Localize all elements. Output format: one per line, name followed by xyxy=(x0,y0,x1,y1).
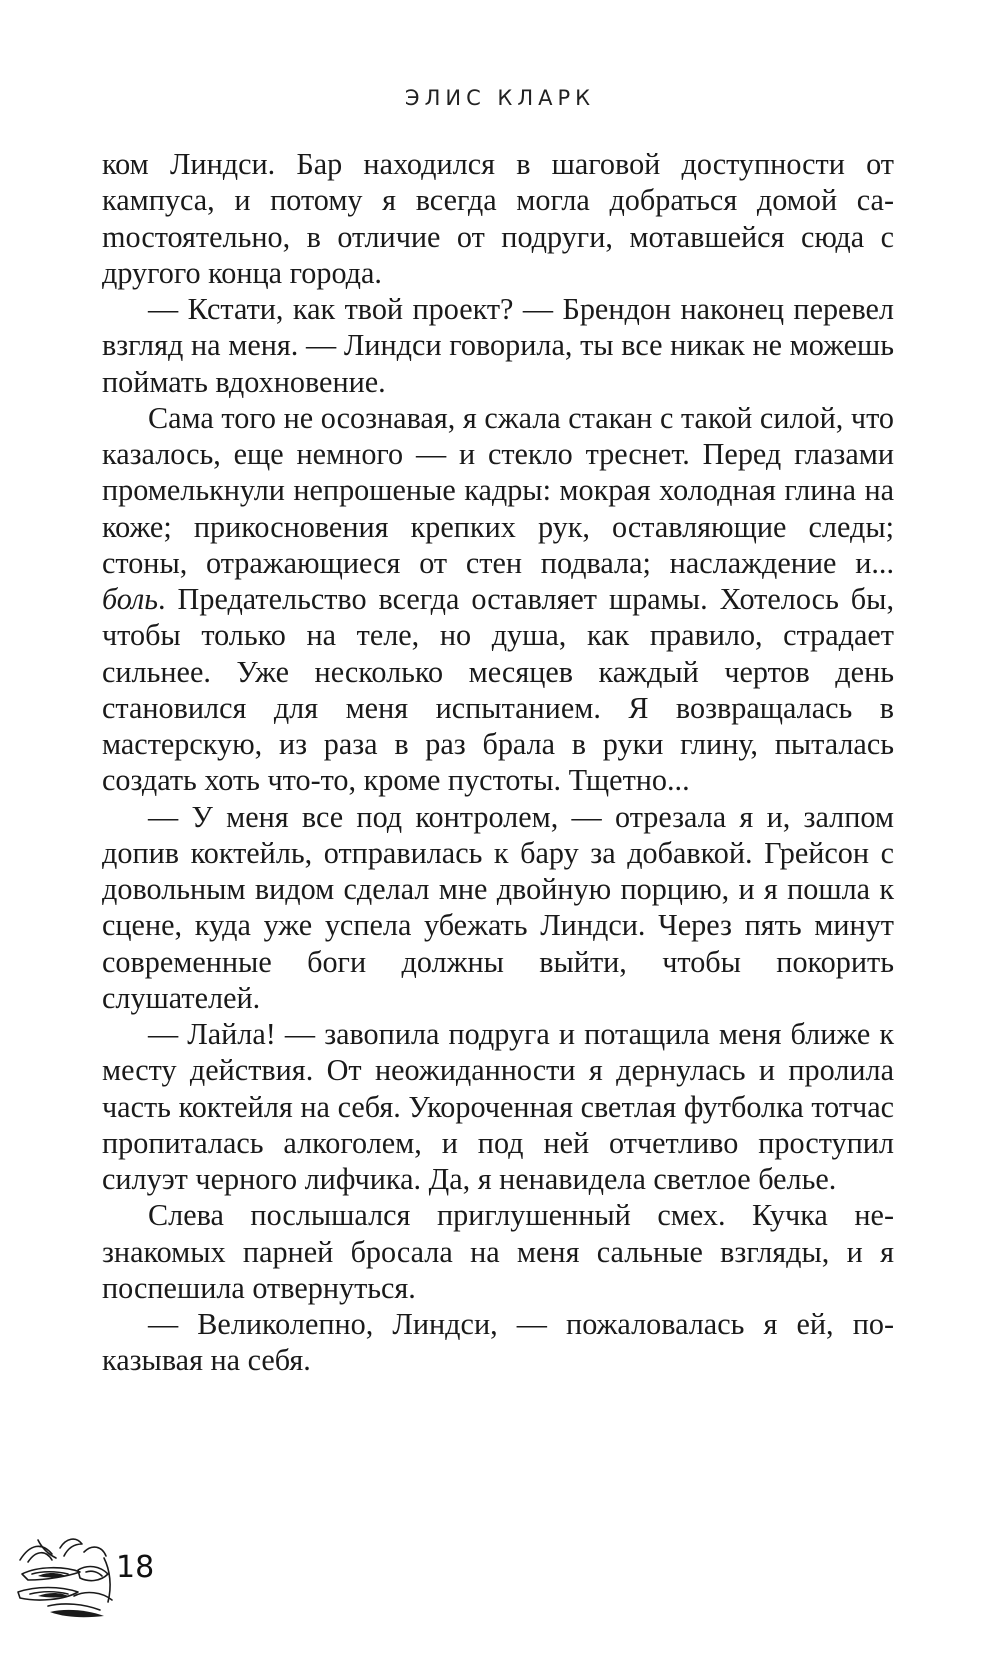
page-body xyxy=(102,146,894,1379)
emphasis-text: боль xyxy=(102,582,159,616)
paragraph-4: — У меня все под контролем, — отрезала я и, залпом допив коктейль, отправилась к бару за добавкой. Грейсон с довольным видом сделал мне двойную порцию, и я пошла к сцене, куда уже успела убежать Линдси. Через пять минут современные боги должны выйти, чтобы покорить слушателей. xyxy=(102,799,894,1015)
running-header: ЭЛИС КЛАРК xyxy=(404,86,596,110)
page-number: 18 xyxy=(116,1550,155,1585)
paragraph-7: — Великолепно, Линдси, — пожаловалась я ей, показывая на себя. xyxy=(102,1307,894,1378)
paragraph-2: — Кстати, как твой проект? — Брендон наконец перевел взгляд на меня. — Линдси говорила, ты все никак не можешь поймать вдохновение. xyxy=(102,292,894,399)
paragraph-3-text-a: Сама того не осознавая, я сжала стакан с такой силой, что казалось, еще немного — и стекло треснет. Перед глазами промелькнули непрошеные кадры: мокрая холодная глина на коже; прикосновения крепких рук, оставляющие следы; стоны, отражающиеся от стен подвала; наслаждение и... xyxy=(102,400,894,580)
paragraph-5: — Лайла! — завопила подруга и потащила меня ближе к месту действия. От неожиданности я дернулась и пролила часть коктейля на себя. Укороченная светлая футболка тотчас пропиталась алкоголем, и под ней отчетливо проступил силуэт черного лифчика. Да, я ненавидела светлое белье. xyxy=(102,1017,894,1196)
paragraph-3 xyxy=(102,400,894,799)
paragraph-6: Слева послышался приглушенный смех. Кучка незнакомых парней бросала на меня сальные взгляды, и я поспешила отвернуться. xyxy=(102,1198,894,1305)
paragraph-1: ком Линдси. Бар находился в шаговой доступности от кампуса, и потому я всегда могла добраться домой саmостоятельно, в отличие от подруги, мотавшейся сюда с другого конца города. xyxy=(102,147,894,290)
paragraph-3-text-b: . Предательство всегда оставляет шрамы. Хотелось бы, чтобы только на теле, но душа, как правило, страдает сильнее. Уже несколько месяцев каждый чертов день становился для меня испытанием. Я возвращалась в мастерскую, из раза в раз брала в руки глину, пыталась создать хоть что-то, кроме пустоты. Тщетно... xyxy=(102,582,894,798)
